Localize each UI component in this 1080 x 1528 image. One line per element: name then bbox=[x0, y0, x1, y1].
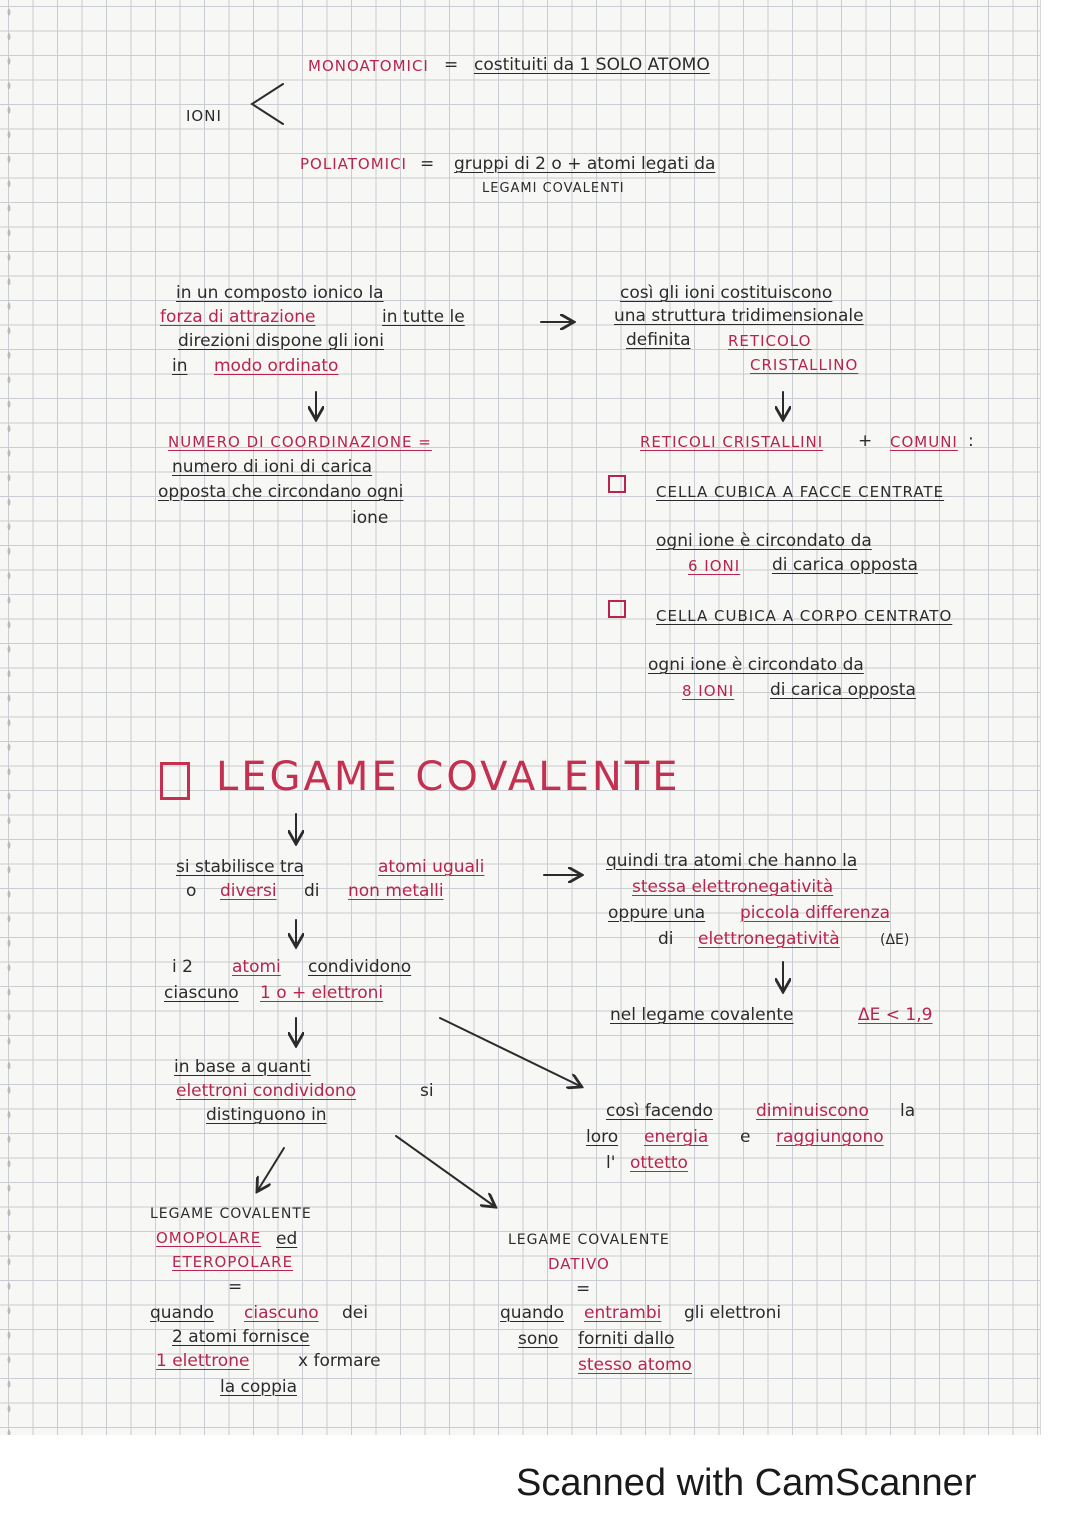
homo-def-1c: dei bbox=[342, 1303, 368, 1323]
cov-right-1: quindi tra atomi che hanno la bbox=[606, 851, 858, 871]
monoatomic-equals: = bbox=[444, 55, 459, 75]
cov-text-2c: di bbox=[304, 881, 320, 901]
lattice-title-d: : bbox=[968, 431, 974, 451]
cov-text-2a: o bbox=[186, 881, 197, 901]
polyatomic-term: POLIATOMICI bbox=[300, 155, 407, 173]
coordination-title: NUMERO DI COORDINAZIONE = bbox=[168, 433, 432, 451]
fcc-label: CELLA CUBICA A FACCE CENTRATE bbox=[656, 483, 945, 501]
dative-def-2a: sono bbox=[518, 1329, 559, 1349]
ionic-text-4a: in bbox=[172, 356, 188, 376]
coordination-text-3: ione bbox=[352, 508, 389, 528]
checkbox-fcc bbox=[608, 475, 626, 493]
homo-equals: = bbox=[228, 1277, 243, 1297]
dative-title-2: DATIVO bbox=[548, 1255, 610, 1273]
homo-def-3a: 1 elettrone bbox=[156, 1351, 250, 1371]
cov-text-3c: condividono bbox=[308, 957, 412, 977]
cov-right-8b: ottetto bbox=[630, 1153, 688, 1173]
ions-label: IONI bbox=[186, 107, 222, 125]
homo-title-2a: OMOPOLARE bbox=[156, 1229, 262, 1247]
cov-text-7: distinguono in bbox=[206, 1105, 327, 1125]
cov-right-7c: e bbox=[740, 1127, 751, 1147]
ionic-right-4: CRISTALLINO bbox=[750, 356, 859, 374]
monoatomic-definition: costituiti da 1 SOLO ATOMO bbox=[474, 55, 710, 75]
cov-text-2d: non metalli bbox=[348, 881, 444, 901]
dative-title-1: LEGAME COVALENTE bbox=[508, 1232, 670, 1248]
dative-def-3: stesso atomo bbox=[578, 1355, 692, 1375]
cov-text-4a: ciascuno bbox=[164, 983, 239, 1003]
cov-text-1b: atomi uguali bbox=[378, 857, 485, 877]
homo-def-2: 2 atomi fornisce bbox=[172, 1327, 310, 1347]
homo-title-1: LEGAME COVALENTE bbox=[150, 1206, 312, 1222]
bcc-text-2b: di carica opposta bbox=[770, 680, 916, 700]
ionic-text-2a: forza di attrazione bbox=[160, 307, 316, 327]
cov-right-4a: di bbox=[658, 929, 674, 949]
homo-title-3: ETEROPOLARE bbox=[172, 1253, 294, 1271]
cov-text-6a: elettroni condividono bbox=[176, 1081, 357, 1101]
cov-right-7a: loro bbox=[586, 1127, 619, 1147]
dative-def-2b: forniti dallo bbox=[578, 1329, 675, 1349]
homo-def-4: la coppia bbox=[220, 1377, 298, 1397]
scanner-watermark: Scanned with CamScanner bbox=[516, 1462, 977, 1504]
cov-text-5: in base a quanti bbox=[174, 1057, 311, 1077]
page-margin-holes bbox=[4, 0, 14, 1435]
monoatomic-term: MONOATOMICI bbox=[308, 57, 429, 75]
cov-right-7d: raggiungono bbox=[776, 1127, 884, 1147]
ionic-right-2: una struttura tridimensionale bbox=[614, 306, 864, 326]
cov-text-3b: atomi bbox=[232, 957, 281, 977]
cov-right-6a: così facendo bbox=[606, 1101, 713, 1121]
cov-right-3b: piccola differenza bbox=[740, 903, 891, 923]
cov-right-5b: ΔE < 1,9 bbox=[858, 1005, 933, 1025]
cov-right-3a: oppure una bbox=[608, 903, 706, 923]
ionic-right-3b: RETICOLO bbox=[728, 332, 812, 350]
bcc-label: CELLA CUBICA A CORPO CENTRATO bbox=[656, 607, 953, 625]
cov-text-1a: si stabilisce tra bbox=[176, 857, 305, 877]
covalent-title-box bbox=[160, 762, 190, 800]
homo-def-3b: x formare bbox=[298, 1351, 381, 1371]
cov-right-4c: (ΔE) bbox=[880, 932, 910, 948]
checkbox-bcc bbox=[608, 600, 626, 618]
dative-def-1b: entrambi bbox=[584, 1303, 662, 1323]
cov-right-2: stessa elettronegatività bbox=[632, 877, 834, 897]
cov-text-3a: i 2 bbox=[172, 957, 193, 977]
bcc-text-2a: 8 IONI bbox=[682, 682, 735, 700]
coordination-text-2: opposta che circondano ogni bbox=[158, 482, 404, 502]
ionic-right-3a: definita bbox=[626, 330, 691, 350]
bcc-text-1: ogni ione è circondato da bbox=[648, 655, 864, 675]
dative-def-1a: quando bbox=[500, 1303, 564, 1323]
cov-right-8a: l' bbox=[606, 1153, 616, 1173]
cov-text-6b: si bbox=[420, 1081, 434, 1101]
cov-right-6c: la bbox=[900, 1101, 916, 1121]
fcc-text-2a: 6 IONI bbox=[688, 557, 741, 575]
fcc-text-1: ogni ione è circondato da bbox=[656, 531, 872, 551]
ionic-right-1: così gli ioni costituiscono bbox=[620, 283, 833, 303]
cov-right-5a: nel legame covalente bbox=[610, 1005, 794, 1025]
covalent-title: LEGAME COVALENTE bbox=[216, 754, 681, 800]
cov-text-4b: 1 o + elettroni bbox=[260, 983, 384, 1003]
cov-right-6b: diminuiscono bbox=[756, 1101, 869, 1121]
homo-title-2b: ed bbox=[276, 1229, 298, 1249]
coordination-text-1: numero di ioni di carica bbox=[172, 457, 373, 477]
fcc-text-2b: di carica opposta bbox=[772, 555, 918, 575]
dative-def-1c: gli elettroni bbox=[684, 1303, 782, 1323]
dative-equals: = bbox=[576, 1279, 591, 1299]
ionic-text-4b: modo ordinato bbox=[214, 356, 339, 376]
lattice-title-a: RETICOLI CRISTALLINI bbox=[640, 433, 824, 451]
cov-right-7b: energia bbox=[644, 1127, 709, 1147]
lattice-title-b: + bbox=[858, 431, 873, 451]
homo-def-1a: quando bbox=[150, 1303, 214, 1323]
polyatomic-definition: gruppi di 2 o + atomi legati da bbox=[454, 154, 716, 174]
ionic-text-2b: in tutte le bbox=[382, 307, 465, 327]
polyatomic-equals: = bbox=[420, 154, 435, 174]
cov-text-2b: diversi bbox=[220, 881, 277, 901]
cov-right-4b: elettronegatività bbox=[698, 929, 840, 949]
homo-def-1b: ciascuno bbox=[244, 1303, 319, 1323]
lattice-title-c: COMUNI bbox=[890, 433, 958, 451]
ionic-text-1: in un composto ionico la bbox=[176, 283, 384, 303]
ionic-text-3: direzioni dispone gli ioni bbox=[178, 331, 385, 351]
polyatomic-definition-2: LEGAMI COVALENTI bbox=[482, 181, 625, 196]
